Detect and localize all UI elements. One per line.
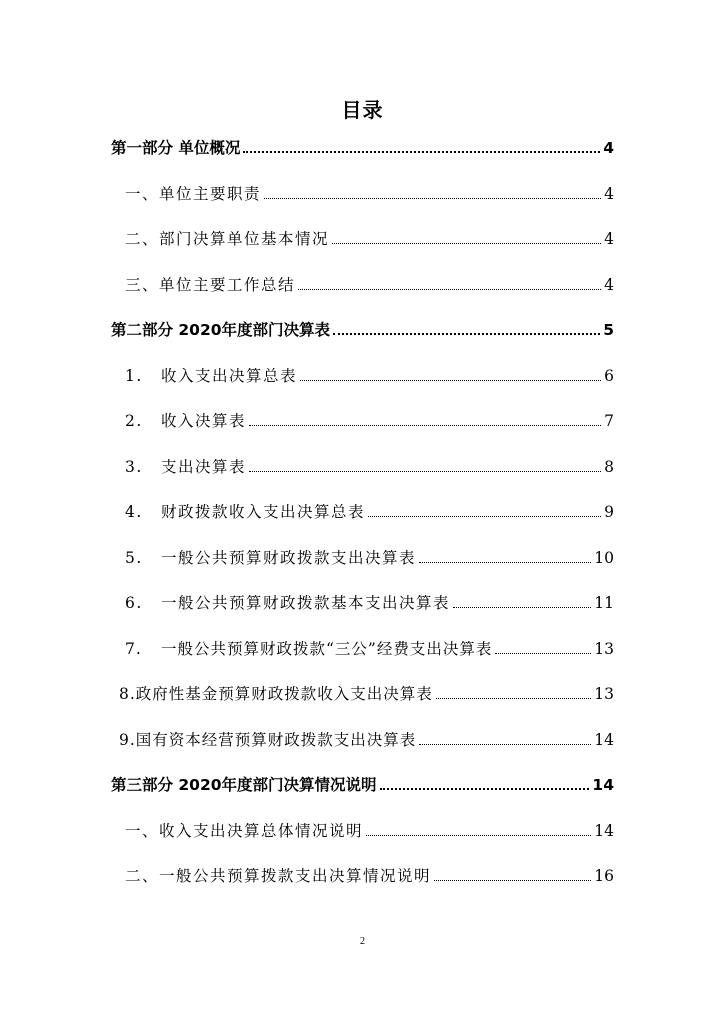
toc-entry-number: 1.	[125, 367, 143, 385]
dot-leader	[368, 516, 601, 517]
toc-entry-number: 6.	[125, 594, 143, 612]
toc-entry-table-9[interactable]	[119, 729, 614, 751]
toc-entry-page: 13	[594, 685, 614, 703]
toc-entry-page: 4	[603, 139, 614, 157]
toc-entry-page: 4	[604, 276, 614, 294]
toc-entry-work-summary[interactable]	[125, 274, 614, 296]
toc-entry-label: 8.政府性基金预算财政拨款收入支出决算表	[119, 685, 433, 703]
toc-entry-label: 第三部分 2020年度部门决算情况说明	[111, 776, 377, 794]
toc-entry-table-6[interactable]	[125, 592, 614, 614]
toc-entry-budget-explanation[interactable]	[125, 865, 614, 887]
toc-entry-overall-explanation[interactable]	[125, 820, 614, 842]
toc-title: 目录	[341, 98, 384, 122]
dot-leader	[419, 562, 591, 563]
toc-entry-label: 第二部分 2020年度部门决算表	[111, 321, 331, 339]
toc-entry-label: 一、收入支出决算总体情况说明	[125, 822, 364, 840]
toc-entry-label: 第一部分 单位概况	[111, 139, 241, 157]
toc-entry-label: 一般公共预算财政拨款“三公”经费支出决算表	[161, 640, 493, 658]
toc-entry-label: 9.国有资本经营预算财政拨款支出决算表	[119, 731, 417, 749]
toc-entry-page: 14	[594, 731, 614, 749]
toc-entry-table-2[interactable]	[125, 410, 614, 432]
toc-entry-number: 5.	[125, 549, 143, 567]
toc-entry-number: 3.	[125, 458, 143, 476]
toc-entry-unit-duties[interactable]	[125, 183, 614, 205]
page-number: 2	[360, 936, 365, 947]
toc-entry-table-5[interactable]	[125, 547, 614, 569]
toc-entry-label: 三、单位主要工作总结	[125, 276, 296, 294]
toc-entry-label: 收入支出决算总表	[161, 367, 298, 385]
dot-leader	[264, 198, 601, 199]
toc-entry-page: 9	[604, 503, 614, 521]
dot-leader	[300, 380, 601, 381]
dot-leader	[366, 835, 591, 836]
toc-entry-table-3[interactable]	[125, 456, 614, 478]
toc-entry-part-2[interactable]	[111, 319, 614, 341]
toc-entry-page: 16	[594, 867, 614, 885]
toc-entry-table-4[interactable]	[125, 501, 614, 523]
dot-leader	[436, 698, 591, 699]
toc-entry-label: 一般公共预算财政拨款基本支出决算表	[161, 594, 451, 612]
toc-entry-page: 7	[604, 412, 614, 430]
toc-entry-page: 4	[604, 185, 614, 203]
dot-leader	[380, 788, 590, 790]
toc-entry-label: 二、部门决算单位基本情况	[125, 230, 330, 248]
toc-entry-page: 8	[604, 458, 614, 476]
toc-entry-page: 11	[594, 594, 614, 612]
toc-entry-page: 4	[604, 230, 614, 248]
toc-entry-part-1[interactable]	[111, 137, 614, 159]
dot-leader	[243, 151, 600, 153]
dot-leader	[333, 333, 600, 335]
toc-entry-number: 2.	[125, 412, 143, 430]
toc-entry-page: 14	[594, 822, 614, 840]
toc-entry-label: 收入决算表	[161, 412, 247, 430]
toc-entry-label: 一、单位主要职责	[125, 185, 262, 203]
toc-entry-label: 二、一般公共预算拨款支出决算情况说明	[125, 867, 432, 885]
dot-leader	[453, 607, 591, 608]
toc-entry-number: 4.	[125, 503, 143, 521]
dot-leader	[332, 243, 601, 244]
toc-entry-unit-basic-info[interactable]	[125, 228, 614, 250]
dot-leader	[298, 289, 601, 290]
toc-entry-page: 14	[592, 776, 614, 794]
dot-leader	[249, 425, 601, 426]
dot-leader	[249, 471, 601, 472]
toc-entry-page: 13	[594, 640, 614, 658]
toc-entry-label: 一般公共预算财政拨款支出决算表	[161, 549, 417, 567]
toc-entry-label: 财政拨款收入支出决算总表	[161, 503, 366, 521]
toc-entry-table-1[interactable]	[125, 365, 614, 387]
toc-entry-page: 5	[603, 321, 614, 339]
toc-entry-table-8[interactable]	[119, 683, 614, 705]
toc-entry-part-3[interactable]	[111, 774, 614, 796]
dot-leader	[495, 653, 591, 654]
toc-entry-label: 支出决算表	[161, 458, 247, 476]
toc-entry-table-7[interactable]	[125, 638, 614, 660]
toc-entry-page: 10	[594, 549, 614, 567]
dot-leader	[419, 744, 591, 745]
toc-entry-number: 7.	[125, 640, 142, 658]
dot-leader	[434, 880, 591, 881]
toc-entry-page: 6	[604, 367, 614, 385]
